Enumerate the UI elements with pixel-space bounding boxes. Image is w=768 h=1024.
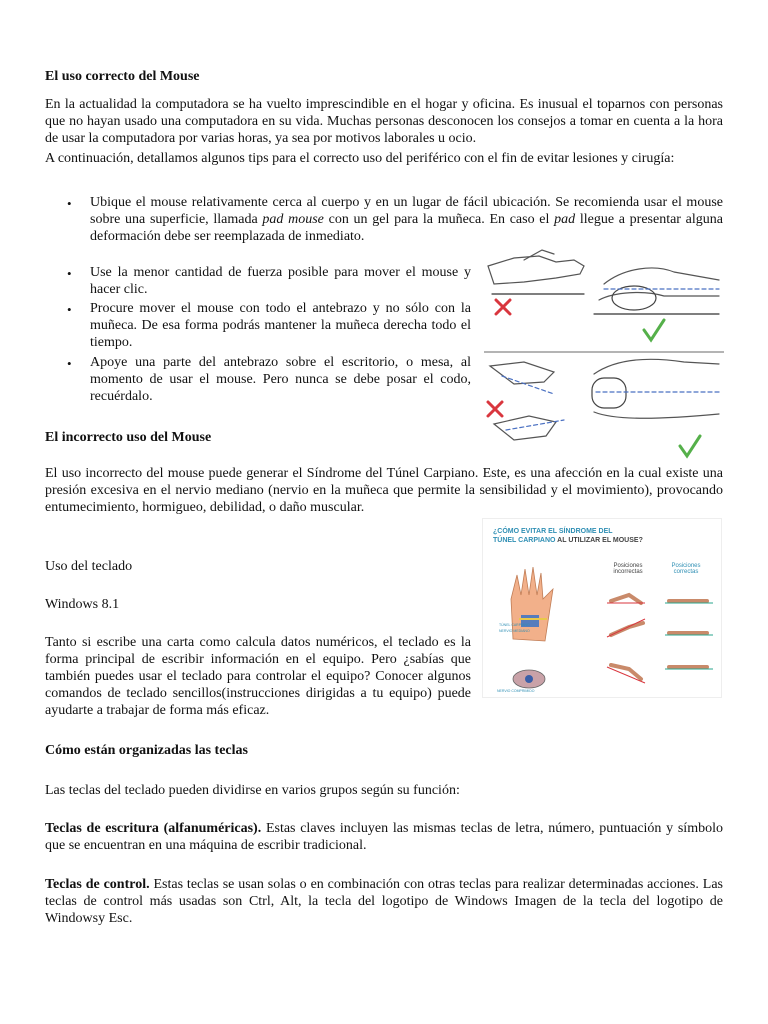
hand-drawing [604,268,719,284]
infographic-label-tunnel: TÚNEL CARPIANO [499,623,530,627]
bullet-marker: • [67,302,72,317]
heading-key-organization: Cómo están organizadas las teclas [45,743,248,758]
label-control-keys: Teclas de control. [45,877,150,892]
bullet-item-forearm: Procure mover el mouse con todo el antebrazo y no sólo con la muñeca. De esa forma podrás mantener la muñeca derecha todo el tiempo. [90,301,471,350]
infographic-label-compressed: NERVIO COMPRIMIDO [497,689,535,693]
bullet-item-desk: Apoye una parte del antebrazo sobre el escritorio, o mesa, al momento de usar el mouse. Pero nunca se debe posar el codo, recuérdalo. [90,355,471,404]
check-mark-icon [644,320,700,456]
bullet-marker: • [67,356,72,371]
infographic-title: ¿CÓMO EVITAR EL SÍNDROME DEL [493,528,613,535]
carpal-tunnel-infographic [482,518,722,698]
heading-incorrect-mouse-use: El incorrecto uso del Mouse [45,430,212,445]
infographic-col-correct: Posiciones correctas [671,563,701,575]
paragraph-key-groups: Las teclas del teclado pueden dividirse en varios grupos según su función: [45,783,460,798]
bullet-item-pad: Ubique el mouse relativamente cerca al cuerpo y en un lugar de fácil ubicación. Se recomienda usar el mouse sobre una superficie, llamada pad mouse con un gel para la muñeca. En caso el pad llegue a presentar alguna deformación debe ser reemplazada de inmediato. [90,195,724,244]
bullet-item-force: Use la menor cantidad de fuerza posible para mover el mouse y hacer clic. [90,265,471,297]
hand-drawing [488,256,584,284]
infographic-drawing [483,519,721,697]
bullet-marker: • [67,266,72,281]
mouse-posture-figure [484,244,724,464]
infographic-title-accent: TÚNEL CARPIANO [493,537,556,544]
paragraph-control-keys: Teclas de control. Estas teclas se usan solas o en combinación con otras teclas para realizar determinadas acciones. Las teclas de control más usadas son Ctrl, Alt, la tecla del logotipo de Windows Imagen de la tecla del logotipo de Windowsy Esc. [45,877,723,926]
bullet-item-pad-continuation: llegue a presentar alguna deformación debe ser reemplazada de inmediato. [90,212,724,244]
paragraph-keyboard: Tanto si escribe una carta como calcula datos numéricos, el teclado es la forma principal de escribir información en el equipo. Pero ¿sabías que también puedes usar el teclado para controlar el equipo? Conocer algunos comandos de teclado sencillos(instrucciones dirigidas a tu equipo) puede ayudarte a trabajar de forma más eficaz. [45,635,471,718]
subheading-windows: Windows 8.1 [45,597,120,612]
bullet-marker: • [67,196,72,211]
infographic-label-nerve: NERVIO MEDIANO [499,629,530,633]
infographic-title-rest: AL UTILIZAR EL MOUSE? [555,537,643,544]
heading-correct-mouse-use: El uso correcto del Mouse [45,69,200,84]
paragraph-typing-keys: Teclas de escritura (alfanuméricas). Estas claves incluyen las mismas teclas de letra, número, puntuación y símbolo que se encuentran en una máquina de escribir tradicional. [45,821,723,853]
infographic-col-incorrect: Posiciones incorrectas [613,563,643,575]
heading-keyboard-use: Uso del teclado [45,559,133,574]
paragraph-carpal-tunnel: El uso incorrecto del mouse puede generar el Síndrome del Túnel Carpiano. Este, es una afección en la cual existe una presión excesiva en el nervio mediano (nervio en la muñeca que permite la sensibilidad y el movimiento), provocando entumecimiento, hormigueo, debilidad, o daño muscular. [45,466,723,515]
label-typing-keys: Teclas de escritura (alfanuméricas). [45,821,262,836]
paragraph-intro: En la actualidad la computadora se ha vuelto imprescindible en el hogar y oficina. Es inusual el toparnos con personas que no hayan usado una computadora en su vida. Muchas personas desconocen los consejos a tomar en cuenta a la hora de usar la computadora por varias horas, ya sea por motivos laborales u ocio. [45,97,723,146]
finger-line [524,250,554,260]
paragraph-tips-intro: A continuación, detallamos algunos tips para el correcto uso del periférico con el fin de evitar lesiones y cirugía: [45,151,675,166]
wrong-mark-icon [488,300,510,416]
